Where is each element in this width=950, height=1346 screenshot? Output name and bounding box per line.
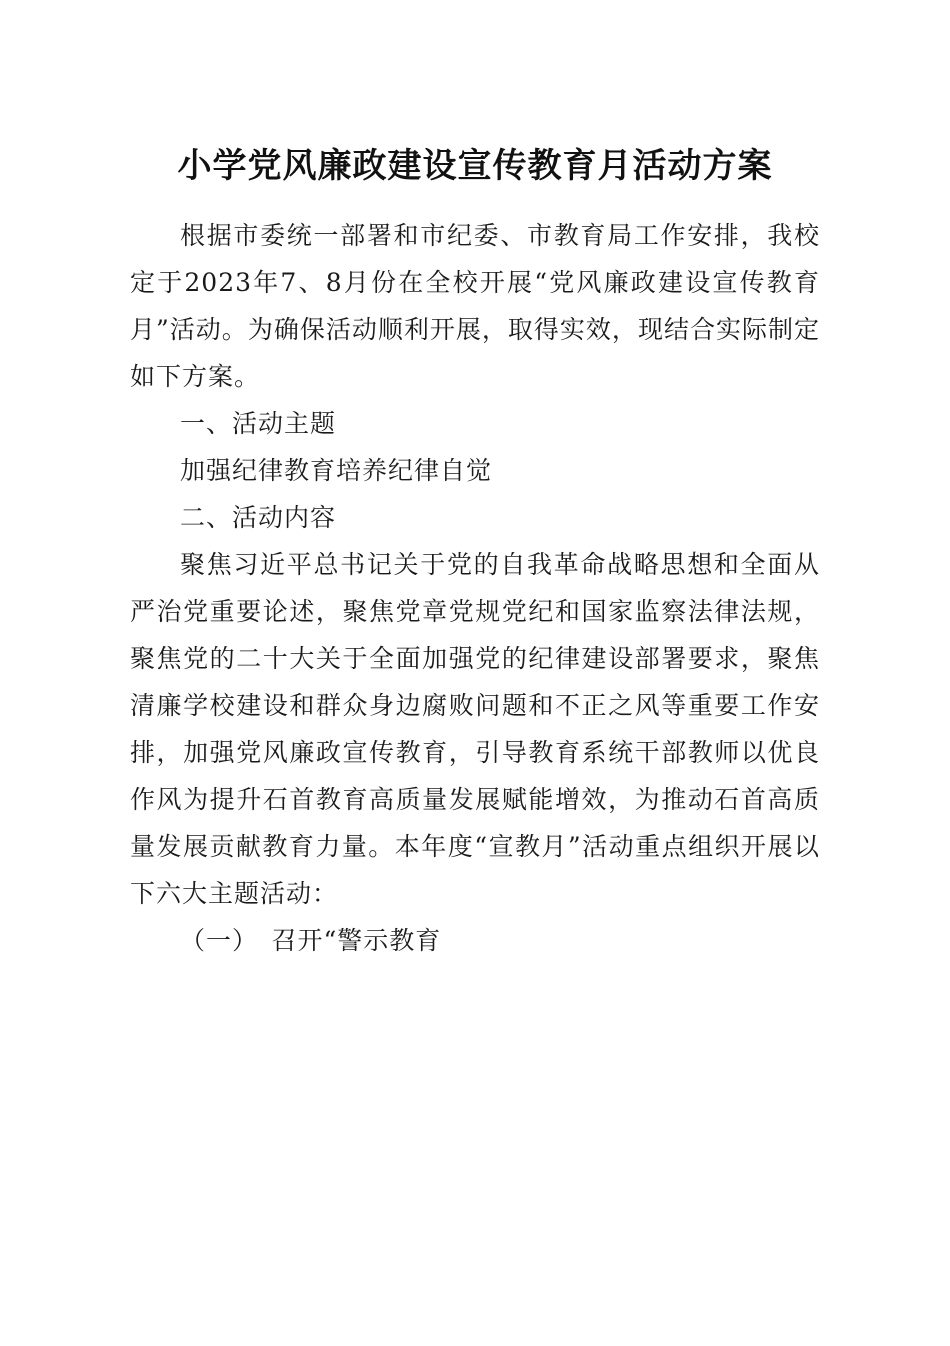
intro-paragraph: 根据市委统一部署和市纪委、市教育局工作安排，我校定于2023年7、8月份在全校开展“党风廉政建设宣传教育月”活动。为确保活动顺利开展，取得实效，现结合实际制定如下方案。	[130, 221, 820, 391]
document-body	[130, 212, 820, 964]
document-title: 小学党风廉政建设宣传教育月活动方案	[177, 146, 773, 186]
section-heading-theme: 一、活动主题	[180, 409, 337, 438]
section-heading-content: 二、活动内容	[180, 503, 337, 532]
content-paragraph: 聚焦习近平总书记关于党的自我革命战略思想和全面从严治党重要论述，聚焦党章党规党纪和国家监察法律法规，聚焦党的二十大关于全面加强党的纪律建设部署要求，聚焦清廉学校建设和群众身边腐败问题和不正之风等重要工作安排，加强党风廉政宣传教育，引导教育系统干部教师以优良作风为提升石首教育高质量发展赋能增效，为推动石首高质量发展贡献教育力量。本年度“宣教月”活动重点组织开展以下六大主题活动：	[130, 550, 820, 908]
theme-text: 加强纪律教育培养纪律自觉	[180, 456, 493, 485]
sub-item-1: （一） 召开“警示教育	[180, 926, 442, 955]
